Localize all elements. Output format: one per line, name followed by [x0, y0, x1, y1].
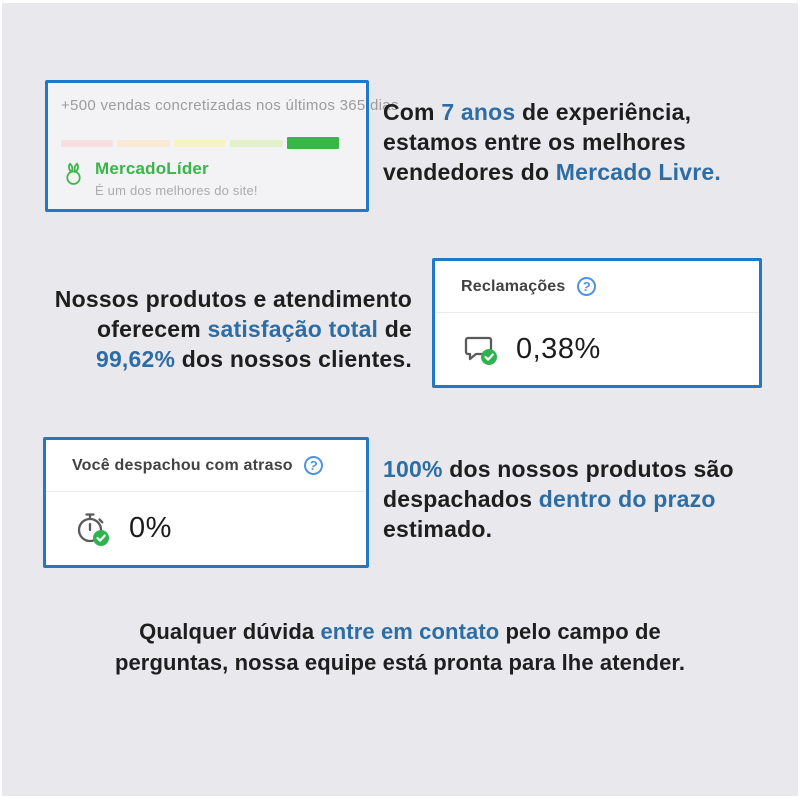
claims-card — [432, 258, 762, 388]
claims-card-header — [435, 261, 759, 313]
claims-value: 0,38% — [516, 332, 601, 365]
sales-summary-label: +500 vendas concretizadas nos últimos 365 dias — [61, 97, 399, 114]
footer-contact-text: Qualquer dúvida entre em contato pelo campo de perguntas, nossa equipe está pronta para lhe atender. — [114, 619, 686, 675]
late-dispatch-card — [43, 437, 369, 568]
leader-badge-label: MercadoLíder — [95, 159, 209, 178]
thermometer-segment — [174, 140, 226, 147]
thermometer-segment — [287, 137, 339, 149]
thermometer-segment — [61, 140, 113, 147]
thermometer-segment — [230, 140, 282, 147]
claims-card-title: Reclamações — [461, 277, 566, 295]
help-icon[interactable]: ? — [302, 454, 324, 476]
leader-badge-texts — [95, 159, 258, 198]
help-icon[interactable]: ? — [575, 275, 597, 297]
thermometer-segment — [117, 140, 169, 147]
late-dispatch-card-title: Você despachou com atraso — [72, 456, 293, 474]
reputation-thermometer — [61, 137, 339, 149]
reputation-card — [45, 80, 399, 212]
claims-card-body — [435, 313, 759, 385]
leader-badge — [61, 159, 258, 198]
experience-text: Com 7 anos de experiência, estamos entre os melhores vendedores do Mercado Livre. — [383, 99, 721, 185]
dispatch-text: 100% dos nossos produtos são despachados dentro do prazo estimado. — [383, 456, 734, 542]
late-dispatch-card-header — [46, 440, 366, 492]
medal-icon — [61, 159, 86, 186]
speech-bubble-check-icon — [461, 329, 501, 369]
late-dispatch-card-body — [46, 492, 366, 564]
late-dispatch-value: 0% — [129, 511, 172, 544]
satisfaction-text: Nossos produtos e atendimento oferecem satisfação total de 99,62% dos nossos clientes. — [54, 286, 412, 372]
stopwatch-check-icon — [72, 507, 114, 549]
leader-badge-sublabel: É um dos melhores do site! — [95, 183, 258, 198]
